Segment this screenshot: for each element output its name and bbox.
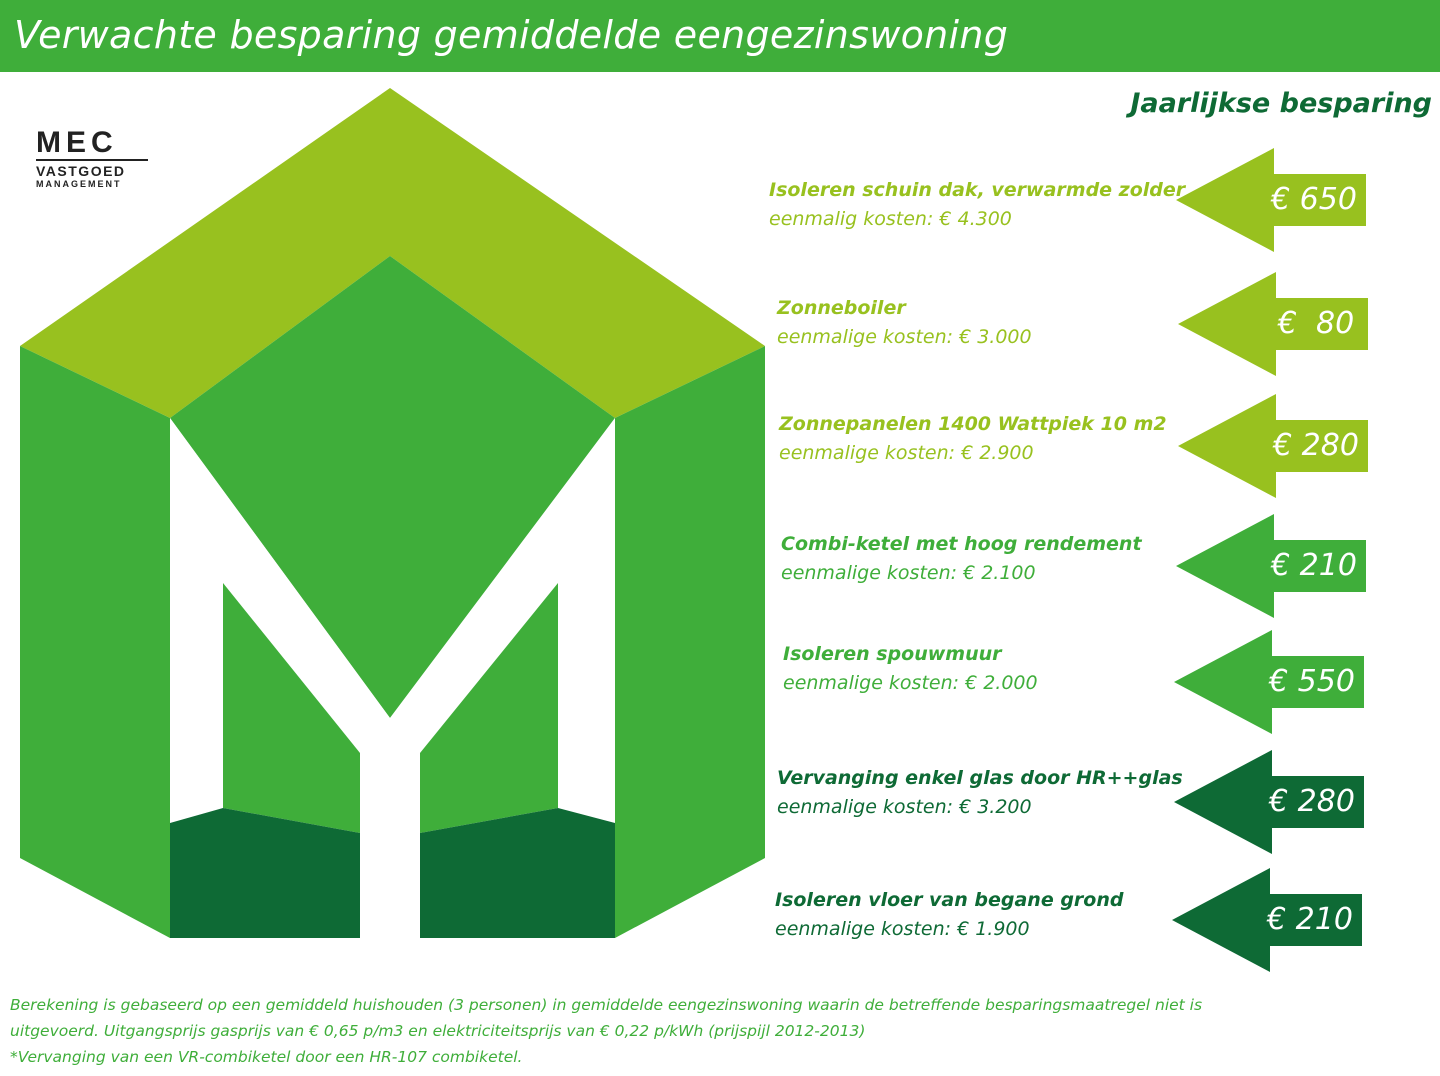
measure-item xyxy=(779,410,1167,468)
saving-arrow xyxy=(1174,630,1366,734)
saving-value: € 80 xyxy=(1277,306,1355,341)
saving-value: € 550 xyxy=(1269,664,1355,699)
saving-arrow xyxy=(1178,272,1370,376)
footnote-line-2: uitgevoerd. Uitgangsprijs gasprijs van € 0,65 p/m3 en elektriciteitsprijs van € 0,22 p/kWh (prijspijl 2012-2013) xyxy=(10,1022,866,1040)
saving-value: € 280 xyxy=(1273,428,1359,463)
footnote-line-1: Berekening is gebaseerd op een gemiddeld huishouden (3 personen) in gemiddelde eengezinswoning waarin de betreffende besparingsmaatregel niet is xyxy=(10,996,1203,1014)
left-wall xyxy=(20,346,170,938)
footnote xyxy=(10,992,1430,1070)
saving-arrow xyxy=(1178,394,1370,498)
footnote-line-3: *Vervanging van een VR-combiketel door een HR-107 combiketel. xyxy=(10,1048,523,1066)
measure-item xyxy=(777,764,1183,822)
header-bar xyxy=(0,0,1440,72)
measure-cost: eenmalige kosten: € 3.000 xyxy=(777,326,1032,348)
measure-cost: eenmalige kosten: € 1.900 xyxy=(775,918,1030,940)
measure-cost: eenmalige kosten: € 2.100 xyxy=(781,562,1036,584)
measure-item xyxy=(783,640,1038,698)
page-title: Verwachte besparing gemiddelde eengezinswoning xyxy=(14,13,1009,57)
measure-item xyxy=(775,886,1124,944)
right-wall xyxy=(615,346,765,938)
house-m-logo-graphic xyxy=(20,88,765,938)
saving-value: € 650 xyxy=(1271,182,1357,217)
measure-cost: eenmalige kosten: € 2.000 xyxy=(783,672,1038,694)
saving-arrow xyxy=(1172,868,1364,972)
measure-label: Combi-ketel met hoog rendement xyxy=(781,533,1142,555)
measure-cost: eenmalige kosten: € 2.900 xyxy=(779,442,1034,464)
logo-line-2: VASTGOED xyxy=(36,163,126,179)
measure-label: Isoleren spouwmuur xyxy=(783,643,1002,665)
measure-cost: eenmalig kosten: € 4.300 xyxy=(769,208,1012,230)
logo-line-3: MANAGEMENT xyxy=(36,179,122,189)
subheader-annual-savings: Jaarlijkse besparing xyxy=(1130,88,1432,119)
measure-label: Isoleren schuin dak, verwarmde zolder xyxy=(769,179,1186,201)
saving-arrow xyxy=(1174,750,1366,854)
measure-label: Vervanging enkel glas door HR++glas xyxy=(777,767,1183,789)
measure-item xyxy=(781,530,1142,588)
saving-arrow xyxy=(1176,148,1368,252)
saving-value: € 210 xyxy=(1267,902,1353,937)
measure-cost: eenmalige kosten: € 3.200 xyxy=(777,796,1032,818)
logo-line-1: MEC xyxy=(36,126,118,159)
measure-label: Zonnepanelen 1400 Wattpiek 10 m2 xyxy=(779,413,1167,435)
measure-label: Isoleren vloer van begane grond xyxy=(775,889,1124,911)
measure-label: Zonneboiler xyxy=(777,297,906,319)
logo-divider xyxy=(36,159,148,161)
mec-logo xyxy=(36,128,156,190)
measure-item xyxy=(777,294,1032,352)
measure-item xyxy=(769,176,1185,234)
saving-arrow xyxy=(1176,514,1368,618)
saving-value: € 210 xyxy=(1271,548,1357,583)
saving-value: € 280 xyxy=(1269,784,1355,819)
